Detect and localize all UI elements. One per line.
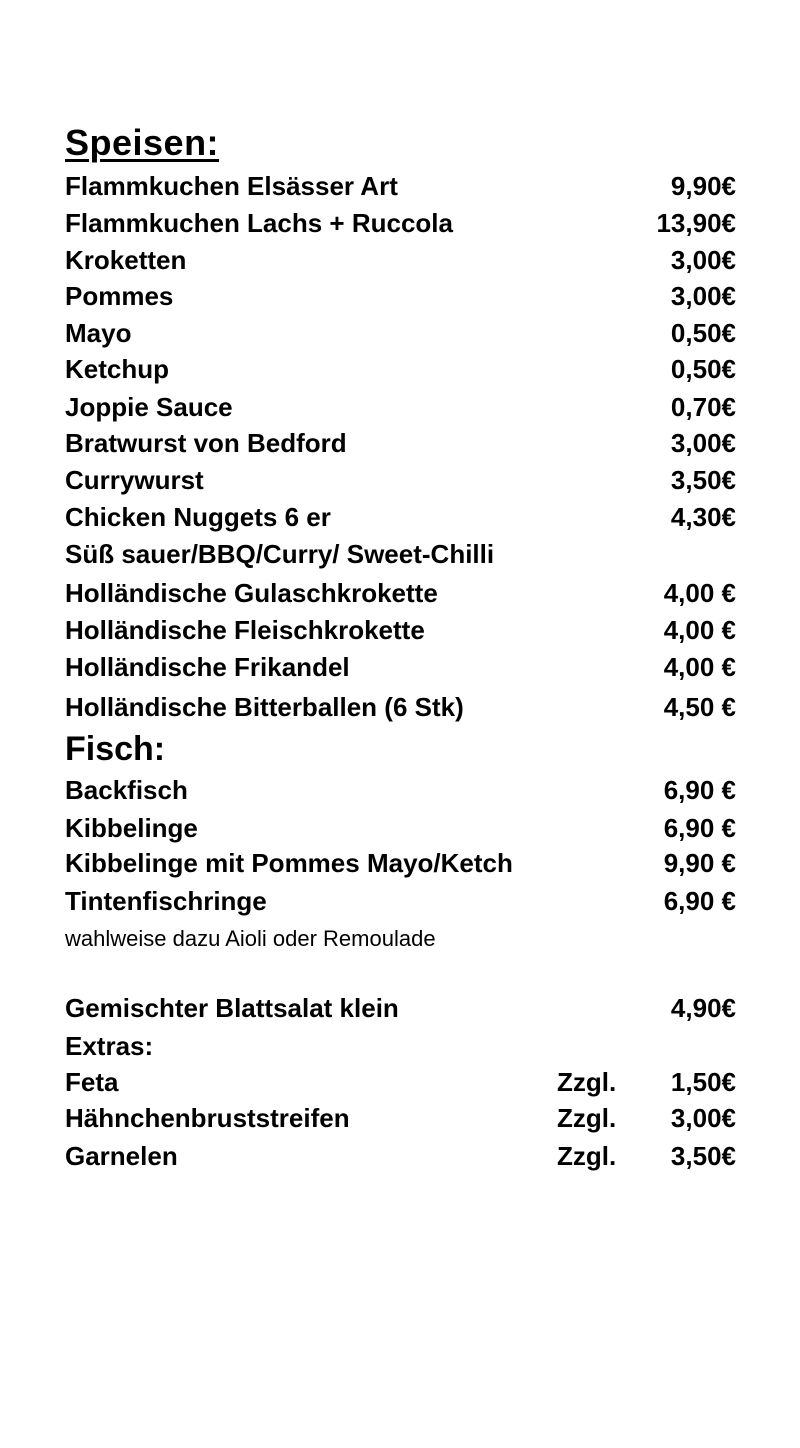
menu-item-row — [65, 500, 736, 534]
item-price: 4,30€ — [670, 502, 736, 532]
menu-item-row — [65, 243, 736, 277]
item-price: 6,90 € — [663, 886, 736, 916]
menu-item-row — [65, 279, 736, 313]
menu-item-row — [65, 316, 736, 350]
fisch-note: wahlweise dazu Aioli oder Remoulade — [65, 926, 436, 951]
extras-label: Extras: — [65, 1031, 154, 1061]
item-price: 4,90€ — [670, 993, 736, 1023]
menu-item-row — [65, 426, 736, 460]
item-price: 6,90 € — [663, 813, 736, 843]
item-name: Holländische Bitterballen (6 Stk) — [65, 692, 464, 722]
item-name: Holländische Gulaschkrokette — [65, 578, 438, 608]
item-name: Mayo — [65, 318, 132, 348]
menu-item-row — [65, 613, 736, 647]
extra-price: 3,50€ — [670, 1141, 736, 1171]
item-name: Flammkuchen Elsässer Art — [65, 171, 398, 201]
item-price: 4,50 € — [663, 692, 736, 722]
extra-price: 1,50€ — [670, 1067, 736, 1097]
extra-item-row — [65, 1101, 736, 1135]
extra-item-row — [65, 1065, 736, 1099]
menu-item-row — [65, 650, 736, 684]
extra-price: 3,00€ — [670, 1103, 736, 1133]
extra-prefix: Zzgl. — [557, 1103, 617, 1133]
item-name: Kroketten — [65, 245, 187, 275]
speisen-heading: Speisen: — [65, 122, 220, 163]
item-name: Pommes — [65, 281, 174, 311]
item-name: Ketchup — [65, 354, 169, 384]
item-price: 3,50€ — [670, 465, 736, 495]
menu-item-row — [65, 884, 736, 918]
menu-item-row — [65, 690, 736, 724]
item-name: Holländische Fleischkrokette — [65, 615, 425, 645]
item-price: 0,50€ — [670, 318, 736, 348]
item-price: 4,00 € — [663, 578, 736, 608]
menu-item-row — [65, 773, 736, 807]
item-name: Backfisch — [65, 775, 188, 805]
item-price: 4,00 € — [663, 652, 736, 682]
item-name: Chicken Nuggets 6 er — [65, 502, 331, 532]
extra-name: Garnelen — [65, 1141, 178, 1171]
item-price: 0,50€ — [670, 354, 736, 384]
extra-name: Feta — [65, 1067, 119, 1097]
fisch-heading: Fisch: — [65, 730, 166, 768]
item-name: Holländische Frikandel — [65, 652, 350, 682]
menu-item-row — [65, 206, 736, 240]
item-price: 3,00€ — [670, 281, 736, 311]
extra-item-row — [65, 1139, 736, 1173]
item-price: 0,70€ — [670, 392, 736, 422]
menu-item-row — [65, 991, 736, 1025]
menu-item-row — [65, 463, 736, 497]
sauce-note: Süß sauer/BBQ/Curry/ Sweet-Chilli — [65, 539, 495, 569]
item-price: 9,90 € — [663, 848, 736, 878]
menu-item-row — [65, 169, 736, 203]
item-name: Joppie Sauce — [65, 392, 233, 422]
menu-item-row — [65, 846, 736, 880]
item-name: Bratwurst von Bedford — [65, 428, 347, 458]
item-name: Kibbelinge — [65, 813, 198, 843]
menu-item-row — [65, 811, 736, 845]
extra-prefix: Zzgl. — [557, 1141, 617, 1171]
item-price: 3,00€ — [670, 428, 736, 458]
item-name: Gemischter Blattsalat klein — [65, 993, 399, 1023]
extra-prefix: Zzgl. — [557, 1067, 617, 1097]
item-price: 3,00€ — [670, 245, 736, 275]
item-price: 9,90€ — [670, 171, 736, 201]
item-price: 4,00 € — [663, 615, 736, 645]
item-name: Flammkuchen Lachs + Ruccola — [65, 208, 453, 238]
item-name: Tintenfischringe — [65, 886, 267, 916]
menu-item-row — [65, 352, 736, 386]
item-name: Kibbelinge mit Pommes Mayo/Ketch — [65, 848, 513, 878]
item-price: 6,90 € — [663, 775, 736, 805]
item-name: Currywurst — [65, 465, 204, 495]
extra-name: Hähnchenbruststreifen — [65, 1103, 350, 1133]
menu-item-row — [65, 576, 736, 610]
menu-item-row — [65, 390, 736, 424]
item-price: 13,90€ — [656, 208, 736, 238]
